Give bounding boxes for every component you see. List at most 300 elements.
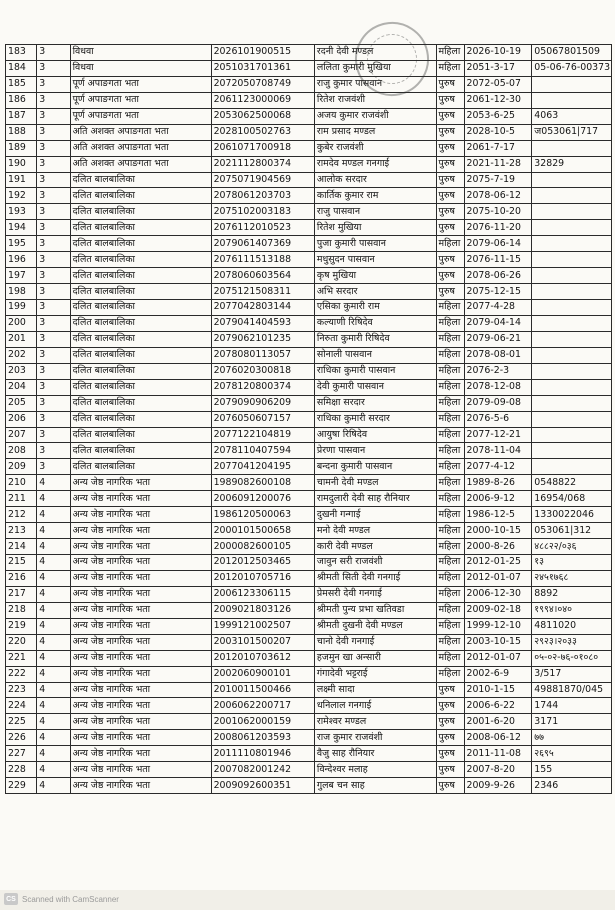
beneficiary-name-cell: अभि सरदार: [314, 284, 436, 300]
document-number-cell: [532, 76, 612, 92]
beneficiary-name-cell: श्रीमती दुखनी देवी मण्डल: [314, 618, 436, 634]
table-row: [6, 124, 612, 140]
allowance-type-cell: अन्य जेष्ठ नागरिक भता: [70, 682, 211, 698]
record-id-cell: 2075121508311: [211, 284, 314, 300]
date-cell: 2078-06-12: [464, 188, 532, 204]
date-cell: 2072-05-07: [464, 76, 532, 92]
gender-cell: महिला: [436, 236, 464, 252]
table-row: [6, 108, 612, 124]
category-cell: 3: [37, 300, 70, 316]
allowance-type-cell: अन्य जेष्ठ नागरिक भता: [70, 698, 211, 714]
category-cell: 3: [37, 60, 70, 76]
allowance-type-cell: दलित बालबालिका: [70, 395, 211, 411]
allowance-type-cell: दलित बालबालिका: [70, 315, 211, 331]
gender-cell: पुरुष: [436, 284, 464, 300]
serial-number-cell: 208: [6, 443, 37, 459]
date-cell: 2076-5-6: [464, 411, 532, 427]
category-cell: 3: [37, 268, 70, 284]
gender-cell: पुरुष: [436, 188, 464, 204]
serial-number-cell: 201: [6, 331, 37, 347]
gender-cell: महिला: [436, 379, 464, 395]
date-cell: 2000-8-26: [464, 539, 532, 555]
serial-number-cell: 186: [6, 92, 37, 108]
date-cell: 2000-10-15: [464, 523, 532, 539]
document-number-cell: 3171: [532, 714, 612, 730]
table-row: [6, 411, 612, 427]
allowance-type-cell: दलित बालबालिका: [70, 268, 211, 284]
gender-cell: महिला: [436, 618, 464, 634]
allowance-type-cell: पूर्ण अपाङगता भता: [70, 108, 211, 124]
gender-cell: महिला: [436, 60, 464, 76]
serial-number-cell: 184: [6, 60, 37, 76]
record-id-cell: 2006091200076: [211, 491, 314, 507]
allowance-type-cell: अन्य जेष्ठ नागरिक भता: [70, 602, 211, 618]
beneficiary-name-cell: पुजा कुमारी पासवान: [314, 236, 436, 252]
record-id-cell: 1999121002507: [211, 618, 314, 634]
record-id-cell: 2076112010523: [211, 220, 314, 236]
record-id-cell: 2079041404593: [211, 315, 314, 331]
category-cell: 3: [37, 124, 70, 140]
category-cell: 3: [37, 395, 70, 411]
table-row: [6, 634, 612, 650]
beneficiary-name-cell: निरुता कुमारी रिषिदेव: [314, 331, 436, 347]
table-row: [6, 427, 612, 443]
table-row: [6, 650, 612, 666]
gender-cell: महिला: [436, 650, 464, 666]
serial-number-cell: 202: [6, 347, 37, 363]
serial-number-cell: 214: [6, 539, 37, 555]
table-row: [6, 45, 612, 61]
record-id-cell: 2075071904569: [211, 172, 314, 188]
date-cell: 2006-6-22: [464, 698, 532, 714]
allowance-type-cell: दलित बालबालिका: [70, 300, 211, 316]
table-row: [6, 188, 612, 204]
document-number-cell: [532, 411, 612, 427]
gender-cell: महिला: [436, 459, 464, 475]
date-cell: 2079-06-21: [464, 331, 532, 347]
table-row: [6, 523, 612, 539]
beneficiary-name-cell: कारी देवी मण्डल: [314, 539, 436, 555]
document-number-cell: ०५-०२-७६-०१०८०: [532, 650, 612, 666]
serial-number-cell: 224: [6, 698, 37, 714]
category-cell: 3: [37, 379, 70, 395]
table-row: [6, 92, 612, 108]
record-id-cell: 2009092600351: [211, 778, 314, 794]
date-cell: 1989-8-26: [464, 475, 532, 491]
document-number-cell: [532, 284, 612, 300]
serial-number-cell: 219: [6, 618, 37, 634]
beneficiary-name-cell: विन्देश्वर मलाह: [314, 762, 436, 778]
allowance-type-cell: दलित बालबालिका: [70, 427, 211, 443]
allowance-type-cell: अन्य जेष्ठ नागरिक भता: [70, 507, 211, 523]
serial-number-cell: 211: [6, 491, 37, 507]
beneficiary-name-cell: गंगादेवी भट्टराई: [314, 666, 436, 682]
beneficiary-name-cell: जावुन सरी राजवंशी: [314, 555, 436, 571]
allowance-type-cell: दलित बालबालिका: [70, 411, 211, 427]
allowance-type-cell: दलित बालबालिका: [70, 252, 211, 268]
date-cell: 2053-6-25: [464, 108, 532, 124]
serial-number-cell: 197: [6, 268, 37, 284]
beneficiary-name-cell: सोनाली पासवान: [314, 347, 436, 363]
beneficiary-name-cell: राधिका कुमारी सरदार: [314, 411, 436, 427]
category-cell: 4: [37, 555, 70, 571]
serial-number-cell: 203: [6, 363, 37, 379]
beneficiary-name-cell: धनिलाल गनगाई: [314, 698, 436, 714]
gender-cell: पुरुष: [436, 682, 464, 698]
allowance-type-cell: पूर्ण अपाङगता भता: [70, 76, 211, 92]
table-row: [6, 475, 612, 491]
document-number-cell: 4063: [532, 108, 612, 124]
record-id-cell: 2010011500466: [211, 682, 314, 698]
table-row: [6, 666, 612, 682]
beneficiary-name-cell: देवी कुमारी पासवान: [314, 379, 436, 395]
gender-cell: महिला: [436, 523, 464, 539]
category-cell: 4: [37, 730, 70, 746]
table-row: [6, 443, 612, 459]
table-row: [6, 156, 612, 172]
gender-cell: महिला: [436, 300, 464, 316]
record-id-cell: 2078080113057: [211, 347, 314, 363]
category-cell: 3: [37, 76, 70, 92]
allowance-type-cell: अन्य जेष्ठ नागरिक भता: [70, 523, 211, 539]
gender-cell: महिला: [436, 634, 464, 650]
beneficiary-name-cell: लक्ष्मी सादा: [314, 682, 436, 698]
document-number-cell: 1330022046: [532, 507, 612, 523]
table-row: [6, 220, 612, 236]
beneficiary-name-cell: रदनी देवी मण्डल: [314, 45, 436, 61]
serial-number-cell: 222: [6, 666, 37, 682]
category-cell: 4: [37, 523, 70, 539]
serial-number-cell: 192: [6, 188, 37, 204]
date-cell: 2012-01-07: [464, 570, 532, 586]
document-number-cell: 3/517: [532, 666, 612, 682]
gender-cell: पुरुष: [436, 714, 464, 730]
document-number-cell: २४५१७६८: [532, 570, 612, 586]
gender-cell: महिला: [436, 507, 464, 523]
document-number-cell: [532, 252, 612, 268]
beneficiary-name-cell: चानो देवी गनगाई: [314, 634, 436, 650]
serial-number-cell: 212: [6, 507, 37, 523]
allowance-type-cell: पूर्ण अपाङगता भता: [70, 92, 211, 108]
beneficiary-name-cell: श्रीमती पुन्य प्रभा खतिवडा: [314, 602, 436, 618]
date-cell: 2076-11-15: [464, 252, 532, 268]
beneficiary-name-cell: रामदेव मण्डल गनगाई: [314, 156, 436, 172]
serial-number-cell: 200: [6, 315, 37, 331]
date-cell: 2078-06-26: [464, 268, 532, 284]
table-row: [6, 76, 612, 92]
gender-cell: महिला: [436, 602, 464, 618]
date-cell: 2012-01-07: [464, 650, 532, 666]
allowance-type-cell: अन्य जेष्ठ नागरिक भता: [70, 730, 211, 746]
record-id-cell: 2079062101235: [211, 331, 314, 347]
table-row: [6, 236, 612, 252]
category-cell: 3: [37, 108, 70, 124]
record-id-cell: 2021112800374: [211, 156, 314, 172]
beneficiary-name-cell: रितेश राजवंशी: [314, 92, 436, 108]
category-cell: 3: [37, 188, 70, 204]
table-row: [6, 459, 612, 475]
category-cell: 3: [37, 459, 70, 475]
table-row: [6, 555, 612, 571]
gender-cell: पुरुष: [436, 76, 464, 92]
document-number-cell: 16954/068: [532, 491, 612, 507]
table-row: [6, 618, 612, 634]
record-id-cell: 1989082600108: [211, 475, 314, 491]
gender-cell: पुरुष: [436, 730, 464, 746]
record-id-cell: 2061071700918: [211, 140, 314, 156]
date-cell: 2007-8-20: [464, 762, 532, 778]
table-row: [6, 315, 612, 331]
record-id-cell: 2007082001242: [211, 762, 314, 778]
beneficiary-name-cell: रामेश्वर मण्डल: [314, 714, 436, 730]
table-row: [6, 778, 612, 794]
date-cell: 2006-12-30: [464, 586, 532, 602]
category-cell: 3: [37, 411, 70, 427]
allowance-type-cell: अन्य जेष्ठ नागरिक भता: [70, 475, 211, 491]
date-cell: 2021-11-28: [464, 156, 532, 172]
serial-number-cell: 205: [6, 395, 37, 411]
document-number-cell: [532, 204, 612, 220]
beneficiary-name-cell: रितेश मुखिया: [314, 220, 436, 236]
allowance-type-cell: अन्य जेष्ठ नागरिक भता: [70, 666, 211, 682]
table-row: [6, 347, 612, 363]
date-cell: 2078-11-04: [464, 443, 532, 459]
beneficiary-name-cell: मनो देवी मण्डल: [314, 523, 436, 539]
record-id-cell: 2078120800374: [211, 379, 314, 395]
category-cell: 3: [37, 220, 70, 236]
gender-cell: महिला: [436, 666, 464, 682]
document-number-cell: 053061|312: [532, 523, 612, 539]
record-id-cell: 2011110801946: [211, 746, 314, 762]
table-row: [6, 682, 612, 698]
table-row: [6, 730, 612, 746]
table-row: [6, 698, 612, 714]
document-number-cell: 8892: [532, 586, 612, 602]
gender-cell: महिला: [436, 45, 464, 61]
serial-number-cell: 191: [6, 172, 37, 188]
allowance-type-cell: दलित बालबालिका: [70, 443, 211, 459]
table-row: [6, 395, 612, 411]
document-number-cell: २६९५: [532, 746, 612, 762]
record-id-cell: 2006062200717: [211, 698, 314, 714]
beneficiary-name-cell: समिक्षा सरदार: [314, 395, 436, 411]
beneficiary-name-cell: वैजु साह रौनियार: [314, 746, 436, 762]
date-cell: 2078-08-01: [464, 347, 532, 363]
category-cell: 4: [37, 746, 70, 762]
gender-cell: महिला: [436, 347, 464, 363]
document-number-cell: 05067801509: [532, 45, 612, 61]
allowance-type-cell: दलित बालबालिका: [70, 363, 211, 379]
date-cell: 2079-04-14: [464, 315, 532, 331]
beneficiary-name-cell: प्रेमसरी देवी गनगाई: [314, 586, 436, 602]
gender-cell: महिला: [436, 363, 464, 379]
document-number-cell: [532, 220, 612, 236]
beneficiary-name-cell: मधुसुदन पासवान: [314, 252, 436, 268]
beneficiary-name-cell: गुलब चन साह: [314, 778, 436, 794]
table-body: [6, 45, 612, 794]
document-number-cell: [532, 236, 612, 252]
table-row: [6, 762, 612, 778]
table-row: [6, 60, 612, 76]
record-id-cell: 2006123306115: [211, 586, 314, 602]
category-cell: 4: [37, 666, 70, 682]
allowance-type-cell: दलित बालबालिका: [70, 379, 211, 395]
date-cell: 2076-2-3: [464, 363, 532, 379]
allowance-type-cell: अन्य जेष्ठ नागरिक भता: [70, 539, 211, 555]
document-number-cell: [532, 395, 612, 411]
allowance-type-cell: अन्य जेष्ठ नागरिक भता: [70, 555, 211, 571]
serial-number-cell: 204: [6, 379, 37, 395]
table-row: [6, 570, 612, 586]
category-cell: 4: [37, 650, 70, 666]
record-id-cell: 2078060603564: [211, 268, 314, 284]
date-cell: 2026-10-19: [464, 45, 532, 61]
allowance-type-cell: दलित बालबालिका: [70, 204, 211, 220]
beneficiary-name-cell: कार्तिक कुमार राम: [314, 188, 436, 204]
date-cell: 2077-12-21: [464, 427, 532, 443]
beneficiary-name-cell: ललिता कुमारी मुखिया: [314, 60, 436, 76]
allowance-type-cell: अन्य जेष्ठ नागरिक भता: [70, 491, 211, 507]
serial-number-cell: 189: [6, 140, 37, 156]
beneficiary-name-cell: कुबेर राजवंशी: [314, 140, 436, 156]
beneficiary-table: [5, 44, 612, 794]
gender-cell: महिला: [436, 395, 464, 411]
serial-number-cell: 198: [6, 284, 37, 300]
document-number-cell: [532, 315, 612, 331]
gender-cell: महिला: [436, 443, 464, 459]
allowance-type-cell: अन्य जेष्ठ नागरिक भता: [70, 650, 211, 666]
date-cell: 2079-09-08: [464, 395, 532, 411]
gender-cell: पुरुष: [436, 762, 464, 778]
table-row: [6, 746, 612, 762]
document-number-cell: ७७: [532, 730, 612, 746]
category-cell: 4: [37, 602, 70, 618]
serial-number-cell: 185: [6, 76, 37, 92]
table-row: [6, 140, 612, 156]
category-cell: 3: [37, 363, 70, 379]
document-number-cell: १९९४।०४०: [532, 602, 612, 618]
record-id-cell: 2061123000069: [211, 92, 314, 108]
serial-number-cell: 223: [6, 682, 37, 698]
serial-number-cell: 193: [6, 204, 37, 220]
document-number-cell: [532, 443, 612, 459]
date-cell: 2011-11-08: [464, 746, 532, 762]
date-cell: 2010-1-15: [464, 682, 532, 698]
category-cell: 4: [37, 491, 70, 507]
date-cell: 2076-11-20: [464, 220, 532, 236]
gender-cell: पुरुष: [436, 220, 464, 236]
serial-number-cell: 188: [6, 124, 37, 140]
document-number-cell: 4811020: [532, 618, 612, 634]
gender-cell: महिला: [436, 475, 464, 491]
date-cell: 2006-9-12: [464, 491, 532, 507]
document-number-cell: 2346: [532, 778, 612, 794]
record-id-cell: 1986120500063: [211, 507, 314, 523]
gender-cell: महिला: [436, 570, 464, 586]
category-cell: 3: [37, 172, 70, 188]
serial-number-cell: 215: [6, 555, 37, 571]
category-cell: 4: [37, 539, 70, 555]
record-id-cell: 2075102003183: [211, 204, 314, 220]
document-number-cell: [532, 379, 612, 395]
allowance-type-cell: अन्य जेष्ठ नागरिक भता: [70, 570, 211, 586]
record-id-cell: 2072050708749: [211, 76, 314, 92]
scanner-footer: [4, 892, 119, 906]
allowance-type-cell: दलित बालबालिका: [70, 347, 211, 363]
category-cell: 3: [37, 156, 70, 172]
gender-cell: पुरुष: [436, 252, 464, 268]
record-id-cell: 2079061407369: [211, 236, 314, 252]
serial-number-cell: 199: [6, 300, 37, 316]
allowance-type-cell: विधवा: [70, 60, 211, 76]
allowance-type-cell: अन्य जेष्ठ नागरिक भता: [70, 762, 211, 778]
document-number-cell: [532, 268, 612, 284]
serial-number-cell: 229: [6, 778, 37, 794]
record-id-cell: 2002060900101: [211, 666, 314, 682]
category-cell: 4: [37, 507, 70, 523]
serial-number-cell: 228: [6, 762, 37, 778]
date-cell: 2028-10-5: [464, 124, 532, 140]
serial-number-cell: 195: [6, 236, 37, 252]
document-number-cell: [532, 427, 612, 443]
document-number-cell: २९२३।२०३३: [532, 634, 612, 650]
document-number-cell: [532, 92, 612, 108]
date-cell: 2003-10-15: [464, 634, 532, 650]
table-row: [6, 331, 612, 347]
serial-number-cell: 183: [6, 45, 37, 61]
allowance-type-cell: अति अशक्त अपाङगता भता: [70, 124, 211, 140]
record-id-cell: 2076020300818: [211, 363, 314, 379]
gender-cell: महिला: [436, 586, 464, 602]
gender-cell: पुरुष: [436, 140, 464, 156]
allowance-type-cell: दलित बालबालिका: [70, 172, 211, 188]
date-cell: 2075-10-20: [464, 204, 532, 220]
document-number-cell: 32829: [532, 156, 612, 172]
date-cell: 2077-4-28: [464, 300, 532, 316]
beneficiary-name-cell: हजमुन खा अन्सारी: [314, 650, 436, 666]
gender-cell: पुरुष: [436, 778, 464, 794]
table-row: [6, 363, 612, 379]
gender-cell: पुरुष: [436, 156, 464, 172]
table-row: [6, 602, 612, 618]
allowance-type-cell: अति अशक्त अपाङगता भता: [70, 156, 211, 172]
beneficiary-name-cell: राजु कुमार पासवान: [314, 76, 436, 92]
table-row: [6, 539, 612, 555]
record-id-cell: 2000101500658: [211, 523, 314, 539]
document-number-cell: [532, 140, 612, 156]
gender-cell: महिला: [436, 315, 464, 331]
record-id-cell: 2009021803126: [211, 602, 314, 618]
date-cell: 2079-06-14: [464, 236, 532, 252]
gender-cell: पुरुष: [436, 698, 464, 714]
gender-cell: महिला: [436, 491, 464, 507]
category-cell: 3: [37, 427, 70, 443]
allowance-type-cell: अति अशक्त अपाङगता भता: [70, 140, 211, 156]
allowance-type-cell: दलित बालबालिका: [70, 236, 211, 252]
serial-number-cell: 206: [6, 411, 37, 427]
serial-number-cell: 220: [6, 634, 37, 650]
beneficiary-name-cell: रामदुलारी देवी साह रौनियार: [314, 491, 436, 507]
date-cell: 2012-01-25: [464, 555, 532, 571]
document-number-cell: 155: [532, 762, 612, 778]
category-cell: 3: [37, 331, 70, 347]
serial-number-cell: 216: [6, 570, 37, 586]
allowance-type-cell: विधवा: [70, 45, 211, 61]
record-id-cell: 2077041204195: [211, 459, 314, 475]
allowance-type-cell: दलित बालबालिका: [70, 459, 211, 475]
document-number-cell: [532, 300, 612, 316]
serial-number-cell: 210: [6, 475, 37, 491]
